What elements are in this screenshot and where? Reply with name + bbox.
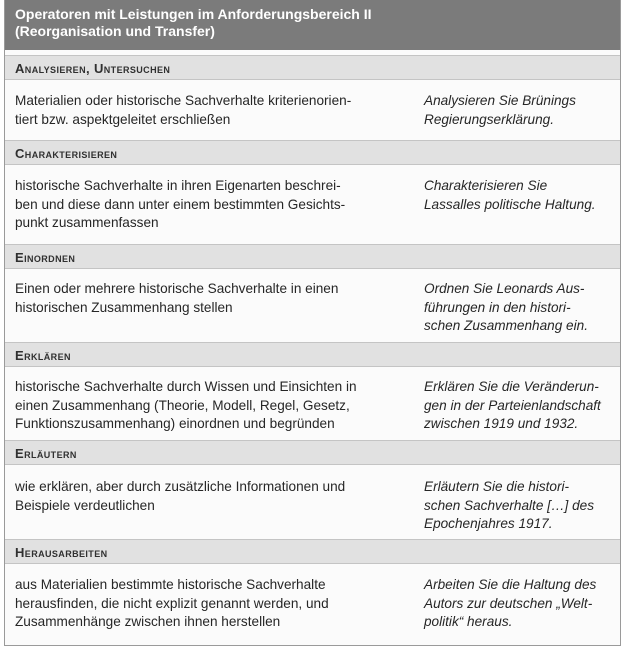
operator-description: Materialien oder historische Sachverhalte kriterienorien- tiert bzw. aspektgeleitet erschließen	[15, 93, 352, 127]
operators-table	[4, 0, 621, 646]
operator-heading-charakterisieren: Charakterisieren	[5, 140, 620, 165]
operator-description: wie erklären, aber durch zusätzliche Informationen und Beispiele verdeutlichen	[15, 479, 346, 513]
operator-description: Einen oder mehrere historische Sachverhalte in einen historischen Zusammenhang stellen	[15, 281, 339, 315]
operator-heading-analysieren: Analysieren, Untersuchen	[5, 55, 620, 80]
operator-description: historische Sachverhalte durch Wissen und Einsichten in einen Zusammenhang (Theorie, Modell, Regel, Gesetz, Funktionszusammenhang) einordnen und begründen	[15, 379, 357, 431]
operator-heading-erlaeutern: Erläutern	[5, 440, 620, 465]
operator-example: Erläutern Sie die histori- schen Sachverhalte […] des Epochenjahres 1917.	[424, 479, 595, 531]
operator-example: Ordnen Sie Leonards Aus- führungen in den histori- schen Zusammenhang ein.	[424, 281, 588, 333]
operator-description: historische Sachverhalte in ihren Eigenarten beschrei- ben und diese dann unter einem bestimmten Gesichts- punkt zusammenfassen	[15, 178, 346, 230]
table-title-line: Operatoren mit Leistungen im Anforderungsbereich II	[15, 6, 372, 22]
operator-heading-herausarbeiten: Herausarbeiten	[5, 539, 620, 564]
operator-example: Charakterisieren Sie Lassalles politische Haltung.	[424, 178, 596, 212]
operator-heading-erklaeren: Erklären	[5, 342, 620, 367]
operator-example: Arbeiten Sie die Haltung des Autors zur deutschen „Welt- politik“ heraus.	[424, 577, 597, 629]
operator-example: Erklären Sie die Veränderun- gen in der Parteienlandschaft zwischen 1919 und 1932.	[424, 379, 601, 431]
operator-example: Analysieren Sie Brünings Regierungserklärung.	[424, 93, 576, 127]
operator-heading-einordnen: Einordnen	[5, 244, 620, 269]
table-header	[5, 0, 620, 50]
table-title-line: (Reorganisation und Transfer)	[15, 23, 215, 39]
operator-description: aus Materialien bestimmte historische Sachverhalte herausfinden, die nicht explizit genannt werden, und Zusammenhänge zwischen ihnen herstellen	[15, 577, 329, 629]
